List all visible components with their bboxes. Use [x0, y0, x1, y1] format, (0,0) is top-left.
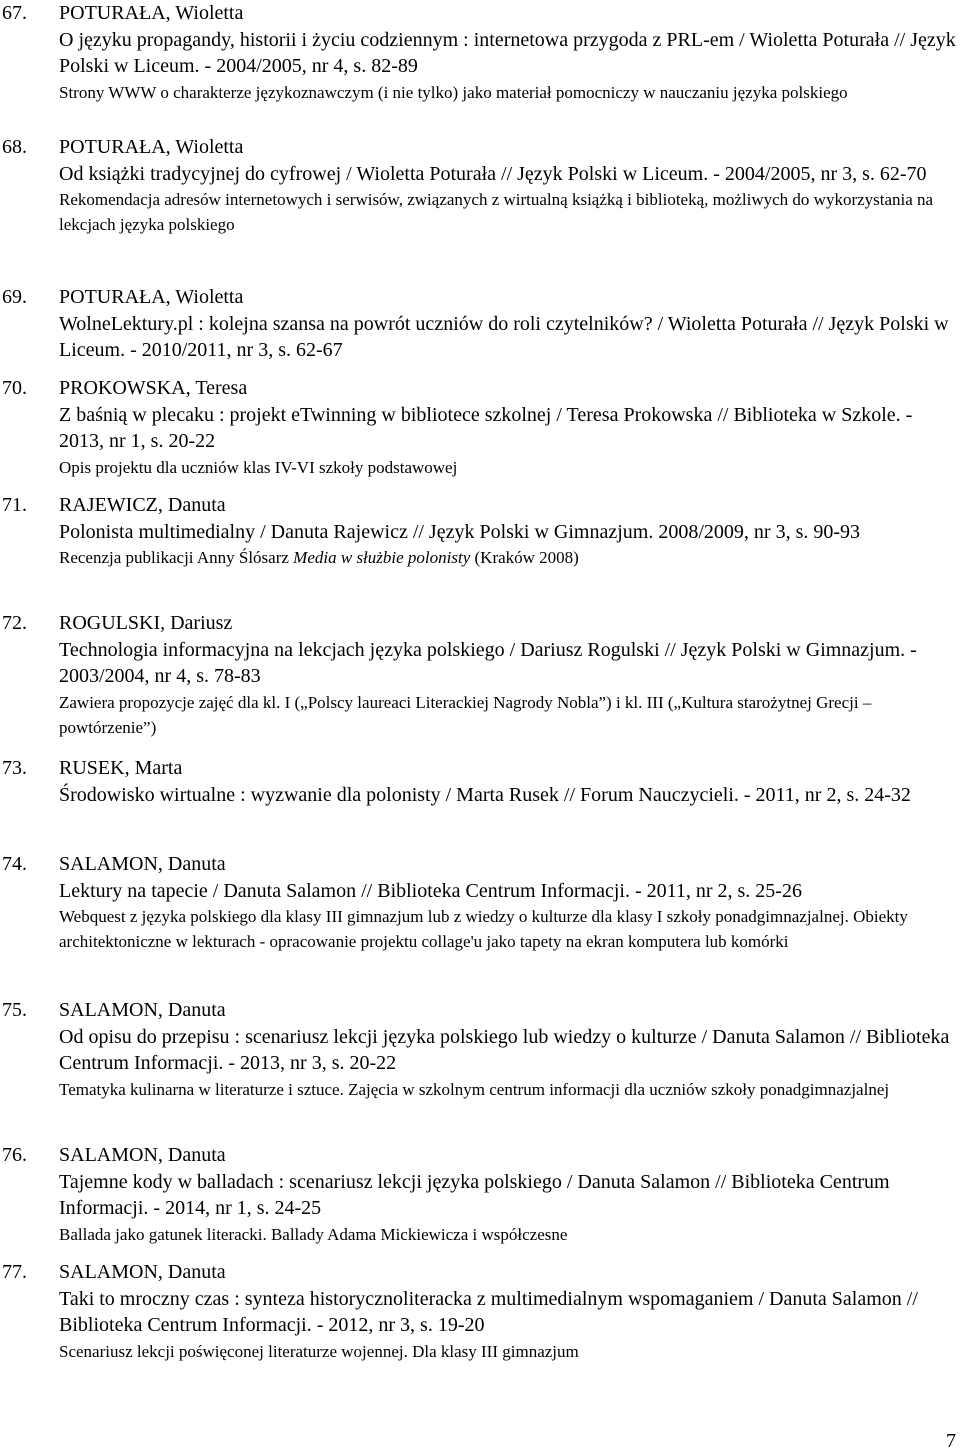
entry-annotation: [59, 455, 956, 480]
entry-number: 77.: [2, 1261, 27, 1283]
bibliography-entry: [0, 997, 960, 1102]
bibliography-entry: [0, 851, 960, 954]
annotation-text: (Kraków 2008): [470, 548, 579, 567]
entry-title: Lektury na tapecie / Danuta Salamon // Biblioteka Centrum Informacji. - 2011, nr 2, s. 25-26: [59, 879, 802, 902]
entry-title: WolneLektury.pl : kolejna szansa na powrót uczniów do roli czytelników? / Wioletta Poturała // Język Polski w Liceum. - 2010/2011, nr 3, s. 62-67: [59, 312, 949, 361]
entry-number: 67.: [2, 2, 27, 24]
entry-title: Tajemne kody w balladach : scenariusz lekcji języka polskiego / Danuta Salamon // Biblioteka Centrum Informacji. - 2014, nr 1, s. 24-25: [59, 1170, 890, 1219]
entry-number: 76.: [2, 1144, 27, 1166]
entry-title: Technologia informacyjna na lekcjach języka polskiego / Dariusz Rogulski // Język Polski w Gimnazjum. - 2003/2004, nr 4, s. 78-83: [59, 638, 917, 687]
annotation-text: Opis projektu dla uczniów klas IV-VI szkoły podstawowej: [59, 457, 458, 477]
entry-annotation: [59, 1222, 956, 1247]
entry-number: 72.: [2, 612, 27, 634]
annotation-text: Scenariusz lekcji poświęconej literaturze wojennej. Dla klasy III gimnazjum: [59, 1341, 579, 1361]
bibliography-entry: [0, 0, 960, 105]
annotation-text: Webquest z języka polskiego dla klasy III gimnazjum lub z wiedzy o kulturze dla klasy I szkoły ponadgimnazjalnej. Obiekty architektoniczne w lekturach - opracowanie projektu collage'u jako tapety na ekran komputera lub komórki: [59, 907, 908, 951]
entry-annotation: [59, 80, 956, 105]
annotation-italic-title: Media w służbie polonisty: [293, 548, 471, 567]
entry-author: PROKOWSKA, Teresa: [59, 377, 248, 399]
entry-annotation: [59, 545, 956, 570]
annotation-text: Strony WWW o charakterze językoznawczym (i nie tylko) jako materiał pomocniczy w nauczaniu języka polskiego: [59, 82, 848, 102]
annotation-text: Recenzja publikacji Anny Ślósarz: [59, 548, 294, 567]
entry-author: POTURAŁA, Wioletta: [59, 286, 244, 308]
bibliography-entry: [0, 1142, 960, 1247]
bibliography-entry: [0, 755, 960, 808]
entry-author: SALAMON, Danuta: [59, 999, 226, 1021]
annotation-text: Ballada jako gatunek literacki. Ballady Adama Mickiewicza i współczesne: [59, 1224, 568, 1244]
entry-number: 71.: [2, 494, 27, 516]
entry-title: Od opisu do przepisu : scenariusz lekcji języka polskiego lub wiedzy o kulturze / Danuta Salamon // Biblioteka Centrum Informacji. - 2013, nr 3, s. 20-22: [59, 1025, 950, 1074]
entry-author: RUSEK, Marta: [59, 757, 183, 779]
entry-author: ROGULSKI, Dariusz: [59, 612, 233, 634]
entry-author: SALAMON, Danuta: [59, 853, 226, 875]
entry-annotation: [59, 1077, 956, 1102]
bibliography-entry: [0, 610, 960, 740]
bibliography-entry: [0, 1259, 960, 1364]
entry-number: 74.: [2, 853, 27, 875]
bibliography-entry: [0, 375, 960, 480]
entry-author: SALAMON, Danuta: [59, 1261, 226, 1283]
entry-title: Z baśnią w plecaku : projekt eTwinning w bibliotece szkolnej / Teresa Prokowska // Biblioteka w Szkole. - 2013, nr 1, s. 20-22: [59, 403, 913, 452]
entry-author: RAJEWICZ, Danuta: [59, 494, 226, 516]
entry-number: 70.: [2, 377, 27, 399]
entry-number: 69.: [2, 286, 27, 308]
entry-annotation: [59, 1339, 956, 1364]
entry-annotation: [59, 690, 956, 740]
bibliography-entry: [0, 134, 960, 237]
bibliography-entry: [0, 284, 960, 364]
entry-title: O języku propagandy, historii i życiu codziennym : internetowa przygoda z PRL-em / Wioletta Poturała // Język Polski w Liceum. - 2004/2005, nr 4, s. 82-89: [59, 28, 956, 77]
entry-author: POTURAŁA, Wioletta: [59, 2, 244, 24]
entry-annotation: [59, 187, 956, 237]
entry-annotation: [59, 904, 956, 954]
annotation-text: Rekomendacja adresów internetowych i serwisów, związanych z wirtualną książką i biblioteką, możliwych do wykorzystania na lekcjach języka polskiego: [59, 190, 934, 234]
entry-number: 68.: [2, 136, 27, 158]
entry-title: Taki to mroczny czas : synteza historycznoliteracka z multimedialnym wspomaganiem / Danuta Salamon // Biblioteka Centrum Informacji. - 2012, nr 3, s. 19-20: [59, 1287, 918, 1336]
annotation-text: Zawiera propozycje zajęć dla kl. I („Polscy laureaci Literackiej Nagrody Nobla”) i kl. III („Kultura starożytnej Grecji – powtórzenie”): [59, 692, 872, 737]
bibliography-entry: [0, 492, 960, 570]
entry-number: 73.: [2, 757, 27, 779]
entry-number: 75.: [2, 999, 27, 1021]
entry-title: Od książki tradycyjnej do cyfrowej / Wioletta Poturała // Język Polski w Liceum. - 2004/2005, nr 3, s. 62-70: [59, 162, 927, 185]
entry-author: POTURAŁA, Wioletta: [59, 136, 244, 158]
entry-author: SALAMON, Danuta: [59, 1144, 226, 1166]
entry-title: Polonista multimedialny / Danuta Rajewicz // Język Polski w Gimnazjum. 2008/2009, nr 3, s. 90-93: [59, 520, 861, 543]
annotation-text: Tematyka kulinarna w literaturze i sztuce. Zajęcia w szkolnym centrum informacji dla uczniów szkoły ponadgimnazjalnej: [59, 1079, 890, 1099]
entry-title: Środowisko wirtualne : wyzwanie dla polonisty / Marta Rusek // Forum Nauczycieli. - 2011, nr 2, s. 24-32: [59, 783, 911, 806]
page-number: 7: [946, 1430, 956, 1452]
